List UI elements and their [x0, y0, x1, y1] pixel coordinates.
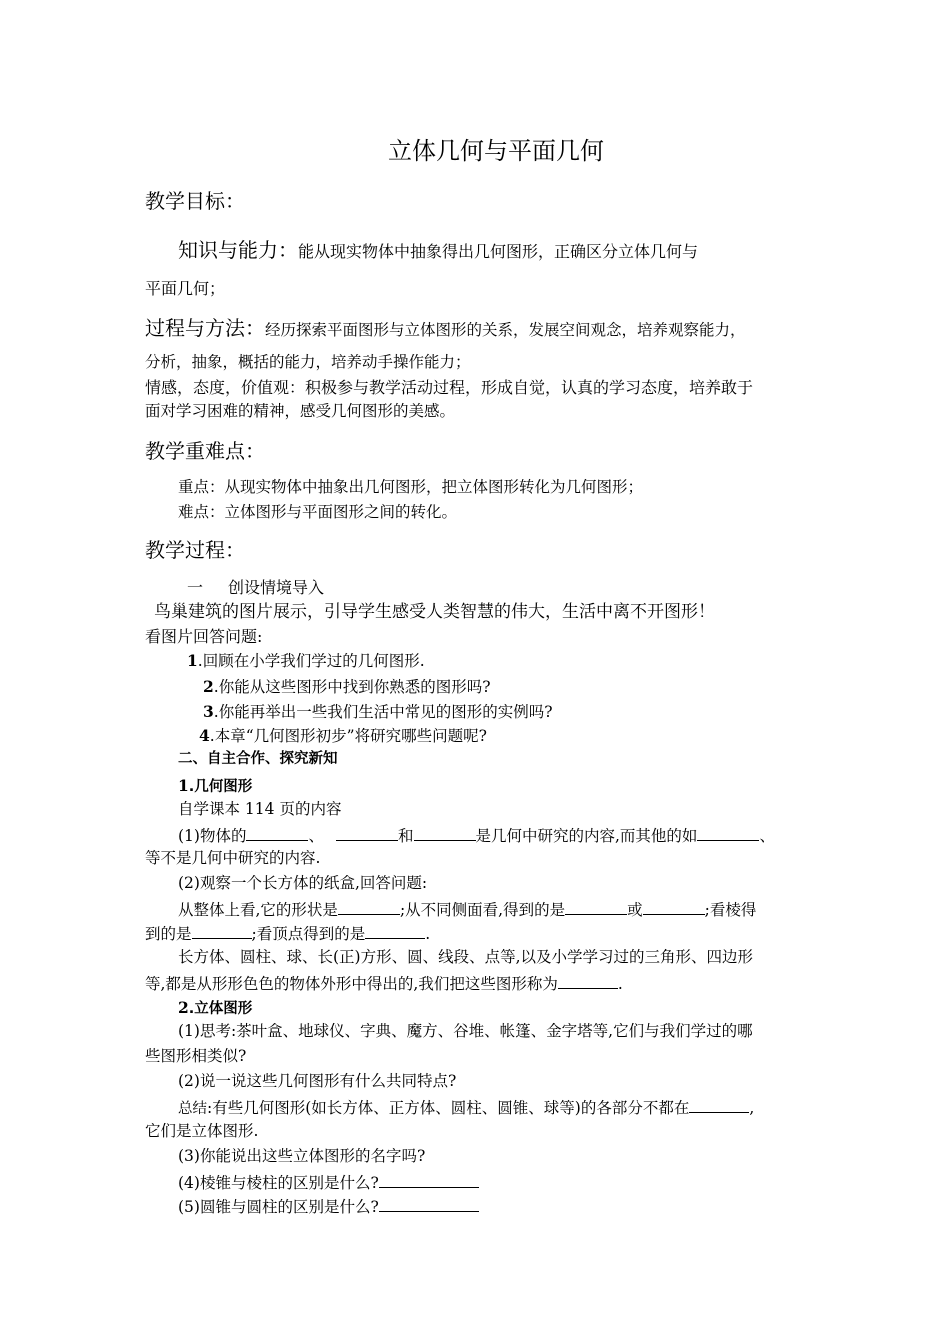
pyramid-prism-question — [178, 1172, 479, 1193]
shapes-paragraph: 长方体、圆柱、球、长(正)方形、圆、线段、点等,以及小学学习过的三角形、四边形 — [178, 948, 754, 966]
knowledge-line — [178, 238, 698, 263]
question-number: 4 — [199, 726, 210, 745]
knowledge-label: 知识与能力： — [178, 238, 298, 262]
process-label: 过程与方法： — [145, 316, 265, 340]
q1-and: 和 — [397, 827, 414, 845]
emotion-line-cont: 面对学习困难的精神，感受几何图形的美感。 — [145, 402, 456, 420]
process-text: 经历探索平面图形与立体图形的关系，发展空间观念，培养观察能力， — [265, 321, 746, 339]
difficult-point: 难点：立体图形与平面图形之间的转化。 — [178, 503, 458, 521]
observe-question: (2)观察一个长方体的纸盒,回答问题: — [178, 874, 428, 892]
q2-end: . — [425, 925, 431, 943]
question-number: 3 — [203, 702, 214, 721]
question-item — [199, 726, 487, 746]
q2-text-c: ;看棱得 — [704, 901, 757, 919]
knowledge-text: 能从现实物体中抽象得出几何图形，正确区分立体几何与 — [298, 242, 699, 261]
answer-blank[interactable] — [565, 899, 627, 915]
summary-text: :有些几何图形(如长方体、正方体、圆柱、圆锥、球等)的各部分不都在 — [207, 1099, 690, 1117]
answer-blank[interactable] — [414, 825, 476, 841]
key-points-heading: 教学重难点： — [145, 439, 265, 463]
summary-comma: , — [749, 1099, 755, 1117]
question-text: .本章“几何图形初步”将研究哪些问题呢? — [209, 727, 487, 745]
question-number: 2 — [203, 677, 214, 696]
answer-blank[interactable] — [246, 825, 308, 841]
names-question: (3)你能说出这些立体图形的名字吗? — [178, 1147, 426, 1165]
q1-text-a: (1)物体的 — [178, 827, 247, 845]
q1-text-cont: 等不是几何中研究的内容. — [145, 849, 321, 867]
answer-blank[interactable] — [643, 899, 705, 915]
process-method-line — [145, 316, 746, 341]
fill-question-2 — [178, 899, 756, 920]
answer-blank[interactable] — [192, 923, 252, 939]
q1-text-b: 是几何中研究的内容,而其他的如 — [475, 827, 698, 845]
emotion-line: 情感，态度，价值观：积极参与教学活动过程，形成自觉，认真的学习态度，培养敢于 — [145, 378, 754, 397]
section1-title: 创设情境导入 — [228, 578, 325, 597]
subsection2-heading — [178, 998, 252, 1018]
answer-blank[interactable] — [336, 825, 398, 841]
q2-text-e: ;看顶点得到的是 — [251, 925, 366, 943]
think-question: (1)思考:茶叶盒、地球仪、字典、魔方、谷堆、帐篷、金字塔等,它们与我们学过的哪 — [178, 1022, 753, 1040]
summary-cont: 它们是立体图形. — [145, 1122, 259, 1140]
think-question-cont: 些图形相类似? — [145, 1047, 247, 1065]
question-text: .你能从这些图形中找到你熟悉的图形吗? — [213, 678, 491, 696]
subsection1-number: 1 — [178, 776, 189, 795]
summary-line — [178, 1097, 754, 1118]
section1-number: 一 — [187, 578, 204, 597]
objectives-heading: 教学目标： — [145, 189, 245, 213]
say-question: (2)说一说这些几何图形有什么共同特点? — [178, 1072, 457, 1090]
self-study-text: 自学课本 114 页的内容 — [178, 800, 342, 818]
q5-text: (5)圆锥与圆柱的区别是什么? — [178, 1198, 379, 1216]
answer-blank[interactable] — [338, 899, 400, 915]
cone-cylinder-question — [178, 1196, 479, 1217]
shapes-text: 等,都是从形形色色的物体外形中得出的,我们把这些图形称为 — [145, 975, 558, 993]
fill-question-2-cont — [145, 923, 430, 944]
q2-or: 或 — [627, 901, 643, 919]
subsection2-title: .立体图形 — [188, 1001, 253, 1017]
answer-blank[interactable] — [697, 825, 759, 841]
subsection1-title: .几何图形 — [188, 779, 253, 795]
subsection2-number: 2 — [178, 998, 189, 1017]
q1-separator: 、 — [759, 827, 775, 845]
q2-text-b: ;从不同侧面看,得到的是 — [399, 901, 566, 919]
fill-question-1 — [178, 825, 775, 846]
key-point: 重点：从现实物体中抽象出几何图形，把立体图形转化为几何图形； — [178, 478, 644, 496]
q2-text-a: 从整体上看,它的形状是 — [178, 901, 338, 919]
q4-text: (4)棱锥与棱柱的区别是什么? — [178, 1174, 379, 1192]
process-text-cont: 分析，抽象，概括的能力，培养动手操作能力； — [145, 353, 471, 371]
section1-heading — [187, 578, 324, 598]
answer-blank[interactable] — [365, 923, 425, 939]
answer-blank[interactable] — [379, 1196, 479, 1212]
process-heading: 教学过程： — [145, 538, 245, 562]
question-number: 1 — [187, 651, 198, 670]
intro-text: 鸟巢建筑的图片展示，引导学生感受人类智慧的伟大，生活中离不开图形！ — [154, 602, 715, 622]
shapes-paragraph-cont — [145, 973, 623, 994]
page-title: 立体几何与平面几何 — [388, 137, 604, 165]
answer-blank[interactable] — [689, 1097, 749, 1113]
subsection1-heading — [178, 776, 252, 796]
question-text: .回顾在小学我们学过的几何图形. — [197, 652, 425, 670]
question-item — [203, 702, 553, 722]
answer-blank[interactable] — [379, 1172, 479, 1188]
shapes-end: . — [617, 975, 623, 993]
question-item — [203, 677, 491, 697]
q2-text-d: 到的是 — [145, 925, 192, 943]
question-prompt: 看图片回答问题: — [145, 627, 263, 646]
knowledge-text-cont: 平面几何； — [145, 279, 226, 298]
answer-blank[interactable] — [558, 973, 618, 989]
q1-separator: 、 — [308, 827, 324, 845]
question-text: .你能再举出一些我们生活中常见的图形的实例吗? — [213, 703, 553, 721]
summary-label: 总结 — [178, 1101, 207, 1117]
question-item — [187, 651, 425, 671]
section2-heading: 二、自主合作、探究新知 — [178, 751, 338, 767]
